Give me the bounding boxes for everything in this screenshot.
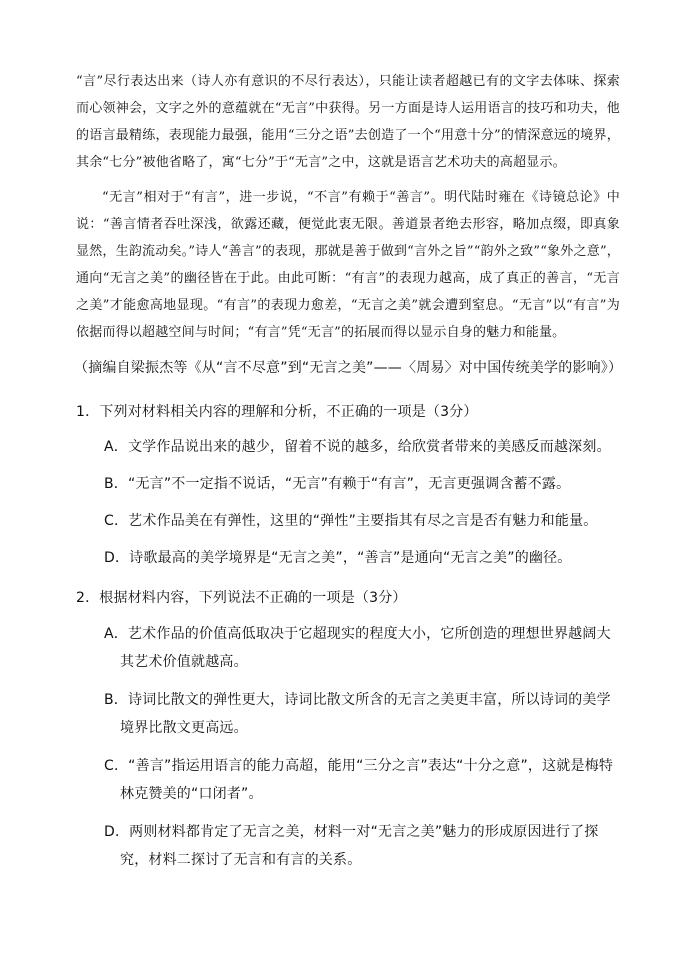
question-2-stem: 2．根据材料内容，下列说法不正确的一项是（3分） [76,590,407,606]
question-2-option-b: B．诗词比散文的弹性更大，诗词比散文所含的无言之美更丰富，所以诗词的美学境界比散文更高远。 [104,692,611,736]
source-citation: （摘编自梁振杰等《从“言不尽意”到“无言之美”——〈周易〉对中国传统美学的影响》） [74,360,623,376]
passage-paragraph-2: “无言”相对于“有言”，进一步说，“不言”有赖于“善言”。明代陆时雍在《诗镜总论》中说：“善言情者吞吐深浅，欲露还藏，便觉此衷无限。善道景者绝去形容，略加点缀，即真象显然，生韵流动矣。”诗人“善言”的表现，那就是善于做到“言外之旨”“韵外之致”“象外之意”，通向“无言之美”的幽径皆在于此。由此可断：“有言”的表现力越高，成了真正的善言，“无言之美”才能愈高地显现。“有言”的表现力愈差，“无言之美”就会遭到窒息。“无言”以“有言”为依据而得以超越空间与时间；“有言”凭“无言”的拓展而得以显示自身的魅力和能量。 [76,190,620,340]
question-1-stem: 1．下列对材料相关内容的理解和分析，不正确的一项是（3分） [76,404,478,420]
question-1-option-b: B．“无言”不一定指不说话，“无言”有赖于“有言”，无言更强调含蓄不露。 [104,476,571,492]
passage-paragraph-1: “言”尽行表达出来（诗人亦有意识的不尽行表达），只能让读者超越已有的文字去体味、探索而心领神会，文字之外的意蕴就在“无言”中获得。另一方面是诗人运用语言的技巧和功夫，他的语言最精练，表现能力最强，能用“三分之语”去创造了一个“用意十分”的情深意远的境界，其余“七分”被他省略了，寓“七分”于“无言”之中，这就是语言艺术功夫的高超显示。 [76,74,620,170]
question-1-option-d: D．诗歌最高的美学境界是“无言之美”，“善言”是通向“无言之美”的幽径。 [104,550,572,566]
question-2-option-d: D．两则材料都肯定了无言之美，材料一对“无言之美”魅力的形成原因进行了探究，材料二探讨了无言和有言的关系。 [104,824,599,868]
question-1 [76,400,620,572]
question-1-option-c: C．艺术作品美在有弹性，这里的“弹性”主要指其有尽之言是否有魅力和能量。 [104,513,598,529]
question-1-option-a: A．文学作品说出来的越少，留着不说的越多，给欣赏者带来的美感反而越深刻。 [104,439,611,455]
question-2 [76,586,620,874]
question-2-option-c: C．“善言”指运用语言的能力高超，能用“三分之言”表达“十分之意”，这就是梅特林克赞美的“口闭者”。 [104,758,614,802]
question-2-option-a: A．艺术作品的价值高低取决于它超现实的程度大小，它所创造的理想世界越阔大其艺术价值就越高。 [104,626,611,670]
question-1-options [76,433,620,572]
question-2-options [76,620,620,874]
